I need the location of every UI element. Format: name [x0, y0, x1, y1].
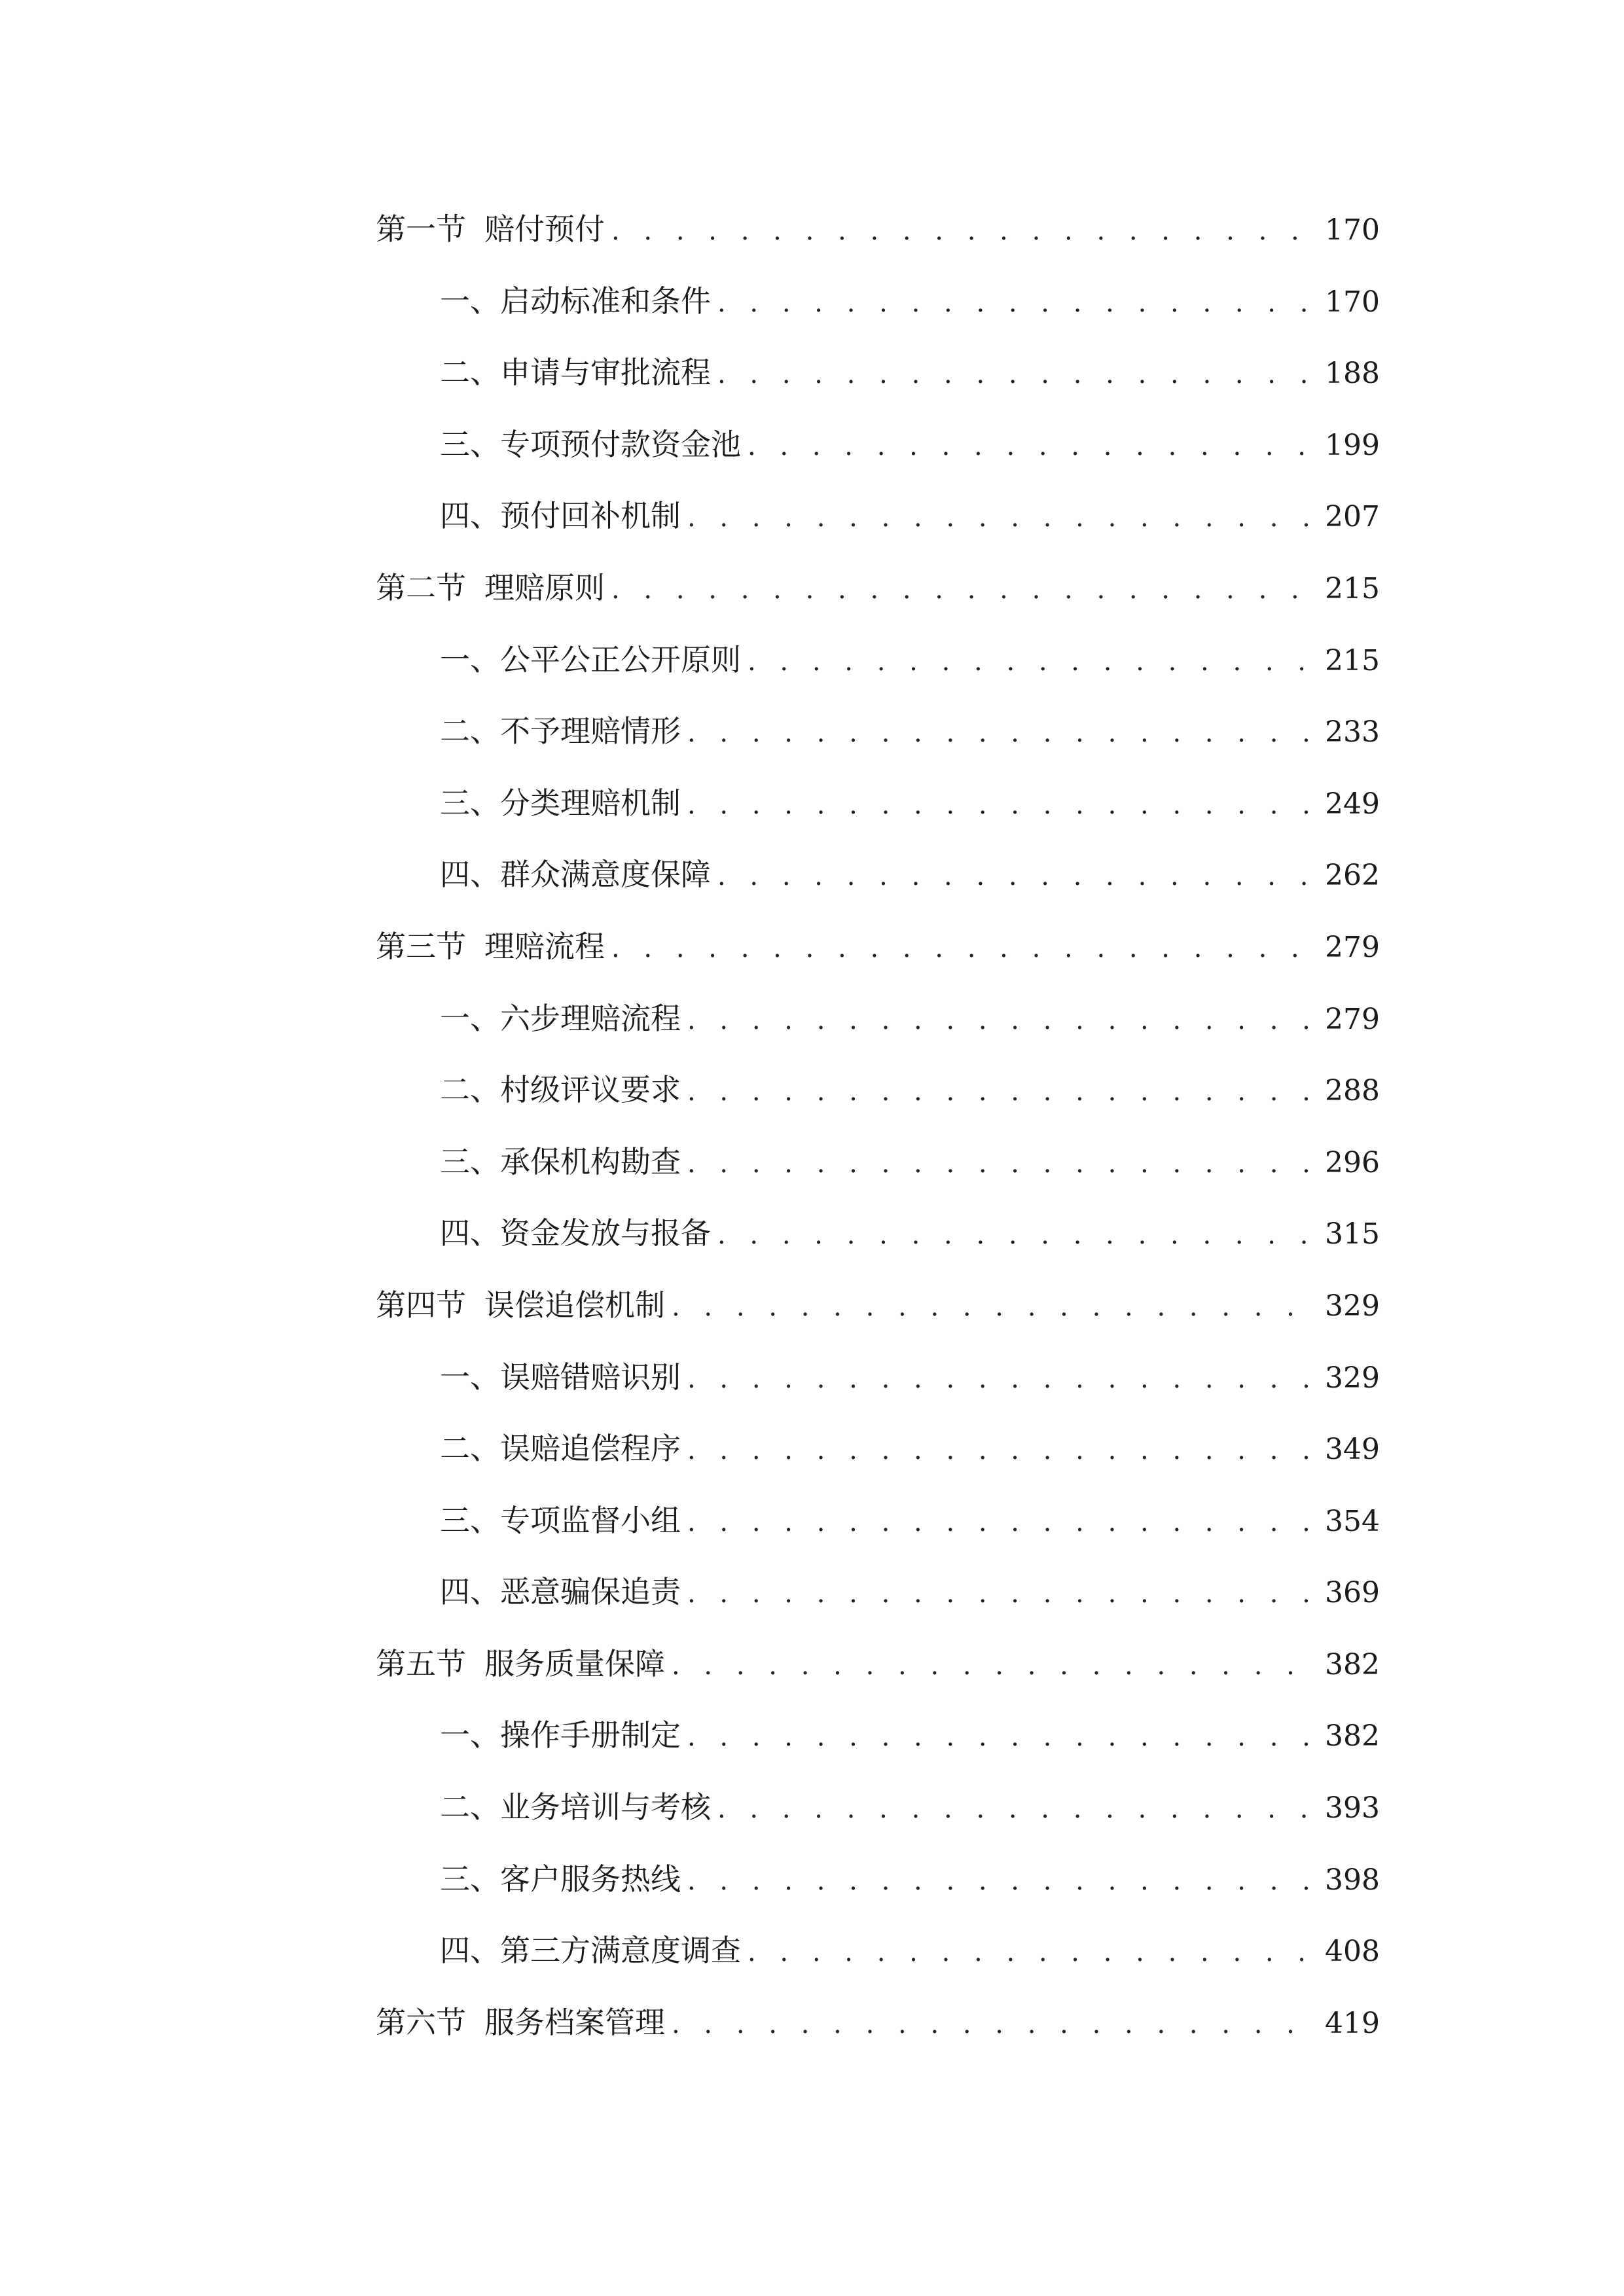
toc-entry-page: 170	[1325, 285, 1380, 319]
toc-entry-title: 专项监督小组	[500, 1502, 681, 1538]
toc-entry-page: 296	[1325, 1145, 1380, 1179]
toc-entry-page: 349	[1325, 1433, 1380, 1467]
toc-entry-page: 249	[1325, 787, 1380, 821]
toc-entry-page: 288	[1325, 1074, 1380, 1108]
dot-leader	[717, 1200, 1316, 1272]
toc-entry[interactable]	[376, 1987, 1380, 2059]
toc-entry-title: 操作手册制定	[500, 1717, 681, 1753]
dot-leader	[611, 196, 1316, 268]
toc-entry-title: 理赔流程	[484, 928, 605, 964]
toc-entry-title: 预付回补机制	[500, 498, 681, 534]
toc-entry[interactable]	[376, 1915, 1380, 1987]
toc-entry-page: 382	[1325, 1719, 1380, 1753]
toc-entry-marker: 第五节	[376, 1645, 466, 1681]
dot-leader	[748, 626, 1316, 698]
toc-entry[interactable]	[376, 696, 1380, 768]
toc-entry-marker: 一、	[440, 283, 500, 319]
toc-entry-marker: 第二节	[376, 569, 466, 605]
toc-entry-marker: 二、	[440, 355, 500, 391]
toc-entry-page: 369	[1325, 1576, 1380, 1610]
toc-entry[interactable]	[376, 480, 1380, 552]
toc-entry-page: 233	[1325, 715, 1380, 749]
toc-entry-title: 分类理赔机制	[500, 785, 681, 821]
toc-entry-title: 赔付预付	[484, 211, 605, 247]
toc-entry[interactable]	[376, 1700, 1380, 1772]
dot-leader	[687, 698, 1316, 770]
toc-entry[interactable]	[376, 983, 1380, 1055]
dot-leader	[717, 268, 1316, 340]
toc-entry-title: 公平公正公开原则	[500, 641, 741, 677]
toc-entry-marker: 三、	[440, 1502, 500, 1538]
toc-entry[interactable]	[376, 1844, 1380, 1916]
toc-entry-title: 不予理赔情形	[500, 713, 681, 749]
toc-entry-title: 承保机构勘查	[500, 1143, 681, 1179]
toc-entry-title: 第三方满意度调查	[500, 1933, 741, 1969]
dot-leader	[672, 1989, 1316, 2061]
toc-entry-marker: 二、	[440, 1431, 500, 1467]
dot-leader	[748, 411, 1316, 483]
toc-entry-marker: 一、	[440, 1717, 500, 1753]
toc-entry[interactable]	[376, 1126, 1380, 1198]
dot-leader	[611, 554, 1316, 626]
dot-leader	[672, 1272, 1316, 1344]
dot-leader	[717, 1774, 1316, 1846]
toc-entry-marker: 三、	[440, 1861, 500, 1897]
dot-leader	[687, 1558, 1316, 1630]
toc-entry-page: 188	[1325, 357, 1380, 391]
dot-leader	[672, 1630, 1316, 1702]
dot-leader	[687, 1702, 1316, 1774]
toc-entry-page: 262	[1325, 859, 1380, 893]
toc-entry-page: 215	[1325, 571, 1380, 605]
toc-entry-page: 170	[1325, 213, 1380, 247]
toc-entry-page: 279	[1325, 930, 1380, 964]
toc-entry-title: 业务培训与考核	[500, 1789, 711, 1825]
dot-leader	[687, 1846, 1316, 1918]
toc-entry-title: 专项预付款资金池	[500, 426, 741, 462]
toc-entry[interactable]	[376, 552, 1380, 624]
dot-leader	[687, 1487, 1316, 1559]
dot-leader	[717, 339, 1316, 411]
toc-entry-page: 199	[1325, 428, 1380, 462]
toc-entry-page: 419	[1325, 2006, 1380, 2040]
toc-entry-title: 误赔追偿程序	[500, 1431, 681, 1467]
toc-entry-marker: 四、	[440, 857, 500, 893]
toc-entry-title: 启动标准和条件	[500, 283, 711, 319]
toc-entry-page: 329	[1325, 1361, 1380, 1395]
toc-entry-page: 315	[1325, 1217, 1380, 1251]
toc-entry[interactable]	[376, 266, 1380, 338]
toc-entry-marker: 四、	[440, 1933, 500, 1969]
toc-entry[interactable]	[376, 1054, 1380, 1126]
toc-entry-title: 六步理赔流程	[500, 1000, 681, 1036]
table-of-contents	[376, 194, 1380, 2058]
toc-entry-marker: 第四节	[376, 1287, 466, 1323]
toc-entry-marker: 第三节	[376, 928, 466, 964]
toc-entry-title: 村级评议要求	[500, 1072, 681, 1108]
toc-entry-marker: 一、	[440, 641, 500, 677]
toc-entry[interactable]	[376, 194, 1380, 266]
toc-entry[interactable]	[376, 1198, 1380, 1270]
toc-entry[interactable]	[376, 1270, 1380, 1342]
toc-entry-page: 398	[1325, 1863, 1380, 1897]
toc-entry-page: 408	[1325, 1935, 1380, 1969]
dot-leader	[687, 985, 1316, 1057]
toc-entry-marker: 四、	[440, 1574, 500, 1610]
dot-leader	[748, 1917, 1316, 1989]
toc-entry-page: 354	[1325, 1504, 1380, 1538]
toc-entry-marker: 三、	[440, 426, 500, 462]
toc-entry-title: 群众满意度保障	[500, 857, 711, 893]
toc-entry-marker: 第六节	[376, 2004, 466, 2040]
toc-entry-marker: 三、	[440, 1143, 500, 1179]
toc-entry-page: 279	[1325, 1002, 1380, 1036]
toc-entry[interactable]	[376, 1772, 1380, 1844]
toc-entry[interactable]	[376, 624, 1380, 696]
toc-entry-marker: 四、	[440, 1215, 500, 1251]
toc-entry-page: 393	[1325, 1791, 1380, 1825]
toc-entry-title: 申请与审批流程	[500, 355, 711, 391]
dot-leader	[687, 1056, 1316, 1128]
toc-entry[interactable]	[376, 911, 1380, 983]
toc-entry-marker: 二、	[440, 1072, 500, 1108]
toc-entry-marker: 第一节	[376, 211, 466, 247]
toc-entry-title: 误赔错赔识别	[500, 1359, 681, 1395]
toc-entry-title: 服务档案管理	[484, 2004, 665, 2040]
toc-entry-page: 215	[1325, 643, 1380, 677]
toc-entry-title: 误偿追偿机制	[484, 1287, 665, 1323]
dot-leader	[687, 1344, 1316, 1416]
toc-entry[interactable]	[376, 768, 1380, 840]
toc-entry[interactable]	[376, 1628, 1380, 1700]
dot-leader	[611, 913, 1316, 985]
toc-entry[interactable]	[376, 1556, 1380, 1628]
toc-entry-title: 理赔原则	[484, 569, 605, 605]
toc-entry[interactable]	[376, 337, 1380, 409]
toc-entry-title: 恶意骗保追责	[500, 1574, 681, 1610]
toc-entry[interactable]	[376, 1413, 1380, 1485]
toc-entry[interactable]	[376, 409, 1380, 481]
dot-leader	[687, 1415, 1316, 1487]
dot-leader	[687, 482, 1316, 554]
dot-leader	[717, 841, 1316, 913]
toc-entry-title: 资金发放与报备	[500, 1215, 711, 1251]
toc-entry-marker: 三、	[440, 785, 500, 821]
toc-entry-marker: 一、	[440, 1000, 500, 1036]
toc-entry-page: 329	[1325, 1289, 1380, 1323]
toc-entry-marker: 二、	[440, 713, 500, 749]
toc-entry-marker: 四、	[440, 498, 500, 534]
toc-entry-marker: 一、	[440, 1359, 500, 1395]
toc-entry-title: 客户服务热线	[500, 1861, 681, 1897]
toc-entry-page: 382	[1325, 1647, 1380, 1681]
toc-entry-marker: 二、	[440, 1789, 500, 1825]
dot-leader	[687, 1128, 1316, 1200]
dot-leader	[687, 770, 1316, 842]
toc-entry[interactable]	[376, 1342, 1380, 1414]
toc-entry-title: 服务质量保障	[484, 1645, 665, 1681]
toc-entry-page: 207	[1325, 500, 1380, 534]
toc-entry[interactable]	[376, 1485, 1380, 1557]
toc-entry[interactable]	[376, 839, 1380, 911]
